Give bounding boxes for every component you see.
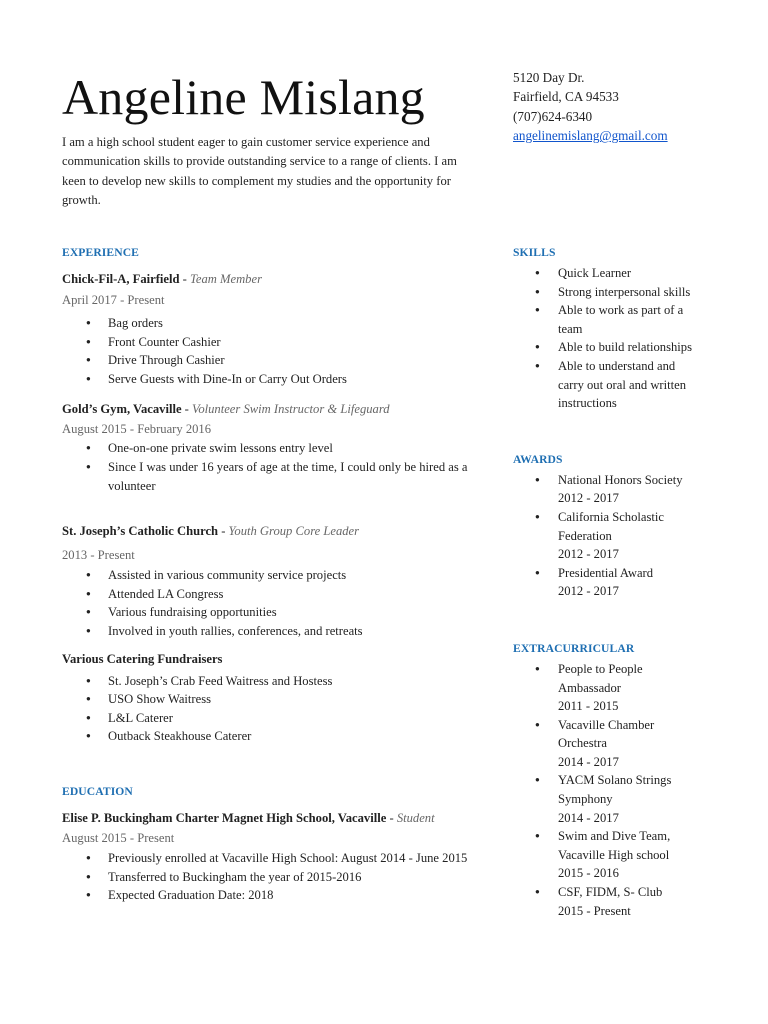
bullet-item: ● One-on-one private swim lessons entry level [62,439,482,458]
school-dates: August 2015 - Present [62,830,175,845]
skill-item: ● Able to work as part of a team [513,301,713,338]
job-title-line [62,650,482,669]
job-dates: April 2017 - Present [62,293,165,307]
skill-item: ● Quick Learner [513,264,713,283]
bullet-item: ● Front Counter Cashier [62,333,482,352]
address-line-1: 5120 Day Dr. [513,70,585,85]
job-org: St. Joseph’s Catholic Church [62,524,219,539]
school-role: Student [396,810,435,825]
school-title-line [62,809,482,828]
bullet-item: ● Involved in youth rallies, conferences, and retreats [62,622,482,641]
job-title-line [62,522,482,541]
bullet-item: ● St. Joseph’s Crab Feed Waitress and Hostess [62,672,482,691]
job-entry [62,270,482,388]
job-role: Youth Group Core Leader [228,524,360,539]
bullet-item: ● Drive Through Cashier [62,351,482,370]
extracurricular-item [513,660,713,716]
bullet-item: ● Transferred to Buckingham the year of 2015-2016 [62,868,482,887]
job-org: Various Catering Fundraisers [62,651,223,666]
activity-name: ● Vacaville Chamber Orchestra [558,717,655,751]
bullet-item: ● L&L Caterer [62,709,482,728]
activity-years: 2011 - 2015 [558,699,619,714]
job-separator: - [179,272,191,286]
job-role: Team Member [190,272,262,286]
job-bullets [62,314,482,388]
awards-list [513,471,713,601]
bullet-item: ● Various fundraising opportunities [62,603,482,622]
job-title-line [62,400,482,419]
activity-years: 2014 - 2017 [558,810,619,825]
extracurricular-item [513,827,713,883]
left-column [62,243,482,905]
job-separator: - [218,524,229,539]
address-line-2: Fairfield, CA 94533 [513,89,619,105]
bullet-item: ● Attended LA Congress [62,585,482,604]
education-bullets [62,849,482,905]
bullet-item: ● USO Show Waitress [62,690,482,709]
school-name: Elise P. Buckingham Charter Magnet High School, Vacaville [62,810,387,825]
job-dates: August 2015 - February 2016 [62,422,212,437]
resume-name: Angeline Mislang [62,69,425,125]
extracurricular-list [513,660,713,920]
bullet-item: ● Expected Graduation Date: 2018 [62,886,482,905]
activity-name: ● People to People Ambassador [558,661,643,695]
skill-item: ● Strong interpersonal skills [513,283,713,302]
extracurricular-item [513,883,713,920]
job-bullets [62,672,482,746]
award-name: ● National Honors Society [558,472,683,487]
education-entry [62,809,482,905]
skill-item: ● Able to build relationships [513,338,713,357]
award-years: 2012 - 2017 [558,547,619,562]
award-item [513,471,713,508]
job-entry [62,650,482,746]
activity-name: ● YACM Solano Strings Symphony [558,773,672,807]
activity-years: 2015 - Present [558,903,631,918]
job-bullets [62,566,482,640]
award-item [513,564,713,601]
activity-name: ● CSF, FIDM, S- Club [558,885,663,900]
school-separator: - [386,810,397,825]
job-title-line [62,270,482,289]
job-org: Chick-Fil-A, Fairfield [62,272,180,286]
phone-number: (707)624-6340 [513,108,593,124]
contact-block [513,68,668,146]
bullet-item: ● Assisted in various community service projects [62,566,482,585]
extracurricular-item [513,716,713,772]
award-name: ● California Scholastic Federation [558,509,664,543]
job-bullets [62,439,482,495]
award-years: 2012 - 2017 [558,491,619,506]
activity-years: 2014 - 2017 [558,754,619,769]
award-item [513,508,713,564]
experience-heading: EXPERIENCE [62,246,140,259]
education-heading: EDUCATION [62,784,133,798]
skills-list [513,264,713,413]
job-org: Gold’s Gym, Vacaville [62,402,182,417]
skill-item: ● Able to understand and carry out oral and written instructions [513,357,713,413]
activity-years: 2015 - 2016 [558,866,619,881]
award-years: 2012 - 2017 [558,584,619,599]
job-entry [62,400,482,495]
job-dates: 2013 - Present [62,548,135,563]
bullet-item: ● Bag orders [62,314,482,333]
right-column [513,243,713,920]
bullet-item: ● Serve Guests with Dine-In or Carry Out Orders [62,370,482,389]
activity-name: ● Swim and Dive Team, Vacaville High school [558,829,671,862]
email-link[interactable]: angelinemislang@gmail.com [513,128,668,144]
awards-heading: AWARDS [513,452,563,466]
intro-paragraph: I am a high school student eager to gain customer service experience and communication skills to provide outstanding service to a range of clients. I am keen to develop new skills to complement my studies and the opportunity for growth. [62,135,457,207]
job-separator: - [181,402,193,417]
skills-heading: SKILLS [513,246,556,259]
bullet-item: ● Since I was under 16 years of age at the time, I could only be hired as a volunteer [62,458,482,495]
award-name: ● Presidential Award [558,565,654,580]
job-role: Volunteer Swim Instructor & Lifeguard [192,402,390,417]
job-entry [62,522,482,640]
extracurricular-item [513,771,713,827]
extracurricular-heading: EXTRACURRICULAR [513,641,635,655]
bullet-item: ● Previously enrolled at Vacaville High School: August 2014 - June 2015 [62,849,482,868]
bullet-item: ● Outback Steakhouse Caterer [62,727,482,746]
